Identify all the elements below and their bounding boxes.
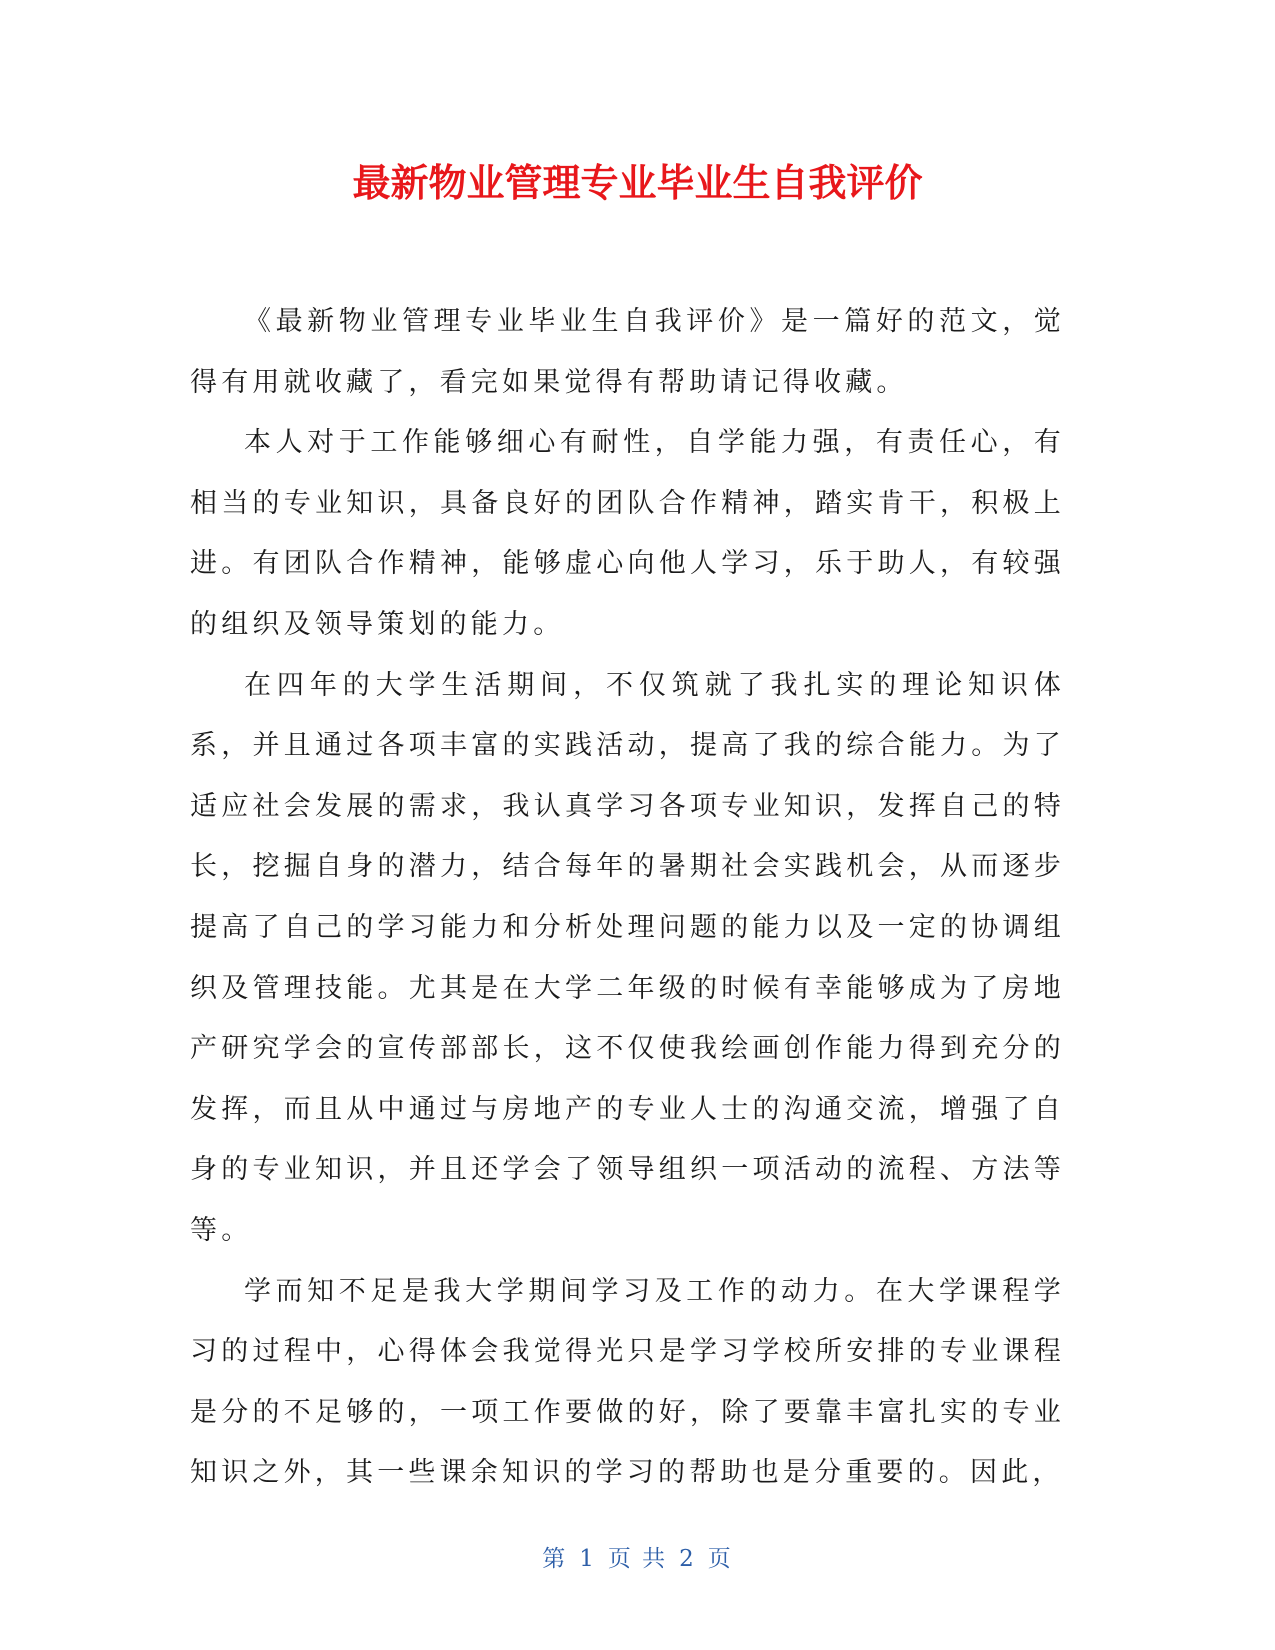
footer-suffix: 页 (707, 1546, 733, 1572)
document-body (190, 292, 1065, 1504)
page-footer (0, 1544, 1275, 1574)
footer-prefix: 第 (542, 1546, 568, 1572)
paragraph-university-life: 在四年的大学生活期间，不仅筑就了我扎实的理论知识体系，并且通过各项丰富的实践活动，提高了我的综合能力。为了适应社会发展的需求，我认真学习各项专业知识，发挥自己的特长，挖掘自身的潜力，结合每年的暑期社会实践机会，从而逐步提高了自己的学习能力和分析处理问题的能力以及一定的协调组织及管理技能。尤其是在大学二年级的时候有幸能够成为了房地产研究学会的宣传部部长，这不仅使我绘画创作能力得到充分的发挥，而且从中通过与房地产的专业人士的沟通交流，增强了自身的专业知识，并且还学会了领导组织一项活动的流程、方法等等。 (190, 669, 1065, 1246)
paragraph-learning: 学而知不足是我大学期间学习及工作的动力。在大学课程学习的过程中，心得体会我觉得光只是学习学校所安排的专业课程是分的不足够的，一项工作要做的好，除了要靠丰富扎实的专业知识之外，其一些课余知识的学习的帮助也是分重要的。因此， (190, 1275, 1065, 1489)
document-title: 最新物业管理专业毕业生自我评价 (352, 161, 923, 205)
footer-page-current: 1 (579, 1546, 596, 1572)
footer-page-total: 2 (679, 1546, 696, 1572)
paragraph-intro: 《最新物业管理专业毕业生自我评价》是一篇好的范文，觉得有用就收藏了，看完如果觉得有帮助请记得收藏。 (190, 306, 1065, 398)
paragraph-personality: 本人对于工作能够细心有耐性，自学能力强，有责任心，有相当的专业知识，具备良好的团队合作精神，踏实肯干，积极上进。有团队合作精神，能够虚心向他人学习，乐于助人，有较强的组织及领导策划的能力。 (190, 427, 1065, 640)
footer-mid: 页 共 (607, 1546, 668, 1572)
